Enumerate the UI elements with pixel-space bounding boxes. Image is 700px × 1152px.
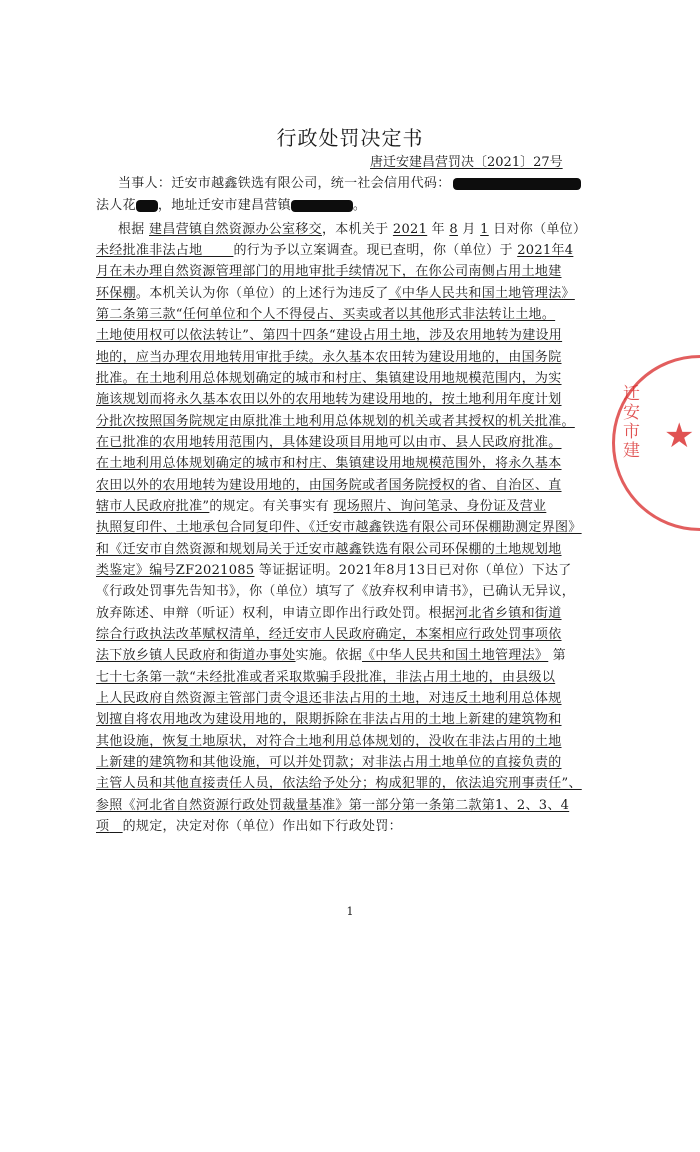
redaction-block [291,200,353,212]
body-line: 《行政处罚事先告知书》，你（单位）填写了《放弃权利申请书》，已确认无异议， [96,584,576,599]
body-line: 未经批准非法占地 的行为予以立案调查。现已查明，你（单位）于 2021年4 [96,243,574,258]
seal-text: 迁安市建 [619,384,639,460]
redaction-block [453,178,581,190]
body-line: 批准。在土地利用总体规划确定的城市和村庄、集镇建设用地规模范围内，为实 [96,371,562,386]
redaction-block [136,200,158,212]
body-line: 环保棚。本机关认为你（单位）的上述行为违反了《中华人民共和国土地管理法》 [96,286,575,301]
body-line: 放弃陈述、申辩（听证）权利，申请立即作出行政处罚。根据河北省乡镇和街道 [96,606,562,621]
body-line: 法下放乡镇人民政府和街道办事处实施。依据《中华人民共和国土地管理法》 第 [96,648,566,663]
body-line: 和《迁安市自然资源和规划局关于迁安市越鑫铁选有限公司环保棚的土地规划地 [96,542,562,557]
body-line: 主管人员和其他直接责任人员，依法给予处分；构成犯罪的，依法追究刑事责任”、 [96,776,582,791]
body-line: 根据 建昌营镇自然资源办公室移交，本机关于 2021 年 8 月 1 日对你（单位） [118,222,587,237]
body-line: 在土地利用总体规划确定的城市和村庄、集镇建设用地规模范围外，将永久基本 [96,456,562,471]
document-title: 行政处罚决定书 [276,126,424,150]
body-line: 类鉴定》编号ZF2021085 等证据证明。2021年8月13日已对你（单位）下达了 [96,563,572,578]
body-line: 在已批准的农用地转用范围内，具体建设项目用地可以由市、县人民政府批准。 [96,435,562,450]
body-line: 地的，应当办理农用地转用审批手续。永久基本农田转为建设用地的，由国务院 [96,350,562,365]
body-line: 其他设施，恢复土地原状，对符合土地利用总体规划的，没收在非法占用的土地 [96,734,562,749]
page-number: 1 [346,905,354,918]
seal-star-icon: ★ [664,416,695,456]
body-line: 项 的规定，决定对你（单位）作出如下行政处罚： [96,819,402,834]
body-line: 第二条第三款“任何单位和个人不得侵占、买卖或者以其他形式非法转让土地。 [96,307,556,322]
body-line: 法人花 ，地址迁安市建昌营镇 。 [96,198,367,213]
body-line: 综合行政执法改革赋权清单，经迁安市人民政府确定，本案相应行政处罚事项依 [96,627,562,642]
body-line: 七十七条第一款“未经批准或者采取欺骗手段批准，非法占用土地的，由县级以 [96,670,556,685]
body-line: 执照复印件、土地承包合同复印件、《迁安市越鑫铁选有限公司环保棚勘测定界图》 [96,520,582,535]
body-line: 上新建的建筑物和其他设施，可以并处罚款；对非法占用土地单位的直接负责的 [96,755,562,770]
body-line: 辖市人民政府批准”的规定。有关事实有 现场照片、询问笔录、身份证及营业 [96,499,547,514]
body-line: 上人民政府自然资源主管部门责令退还非法占用的土地，对违反土地利用总体规 [96,691,562,706]
document-number: 唐迁安建昌营罚决〔2021〕27号 [370,155,563,170]
body-line: 土地使用权可以依法转让”、第四十四条“建设占用土地，涉及农用地转为建设用 [96,328,563,343]
body-line: 施该规划而将永久基本农田以外的农用地转为建设用地的，按土地利用年度计划 [96,392,562,407]
body-line: 农田以外的农用地转为建设用地的，由国务院或者国务院授权的省、自治区、直 [96,478,562,493]
body-line: 当事人：迁安市越鑫铁选有限公司，统一社会信用代码： [118,173,638,194]
body-line: 参照《河北省自然资源行政处罚裁量基准》第一部分第一条第二款第1、2、3、4 [96,798,570,813]
body-line: 月在未办理自然资源管理部门的用地审批手续情况下，在你公司南侧占用土地建 [96,264,562,279]
body-line: 分批次按照国务院规定由原批准土地利用总体规划的机关或者其授权的机关批准。 [96,414,575,429]
body-line: 划擅自将农用地改为建设用地的，限期拆除在非法占用的土地上新建的建筑物和 [96,712,562,727]
